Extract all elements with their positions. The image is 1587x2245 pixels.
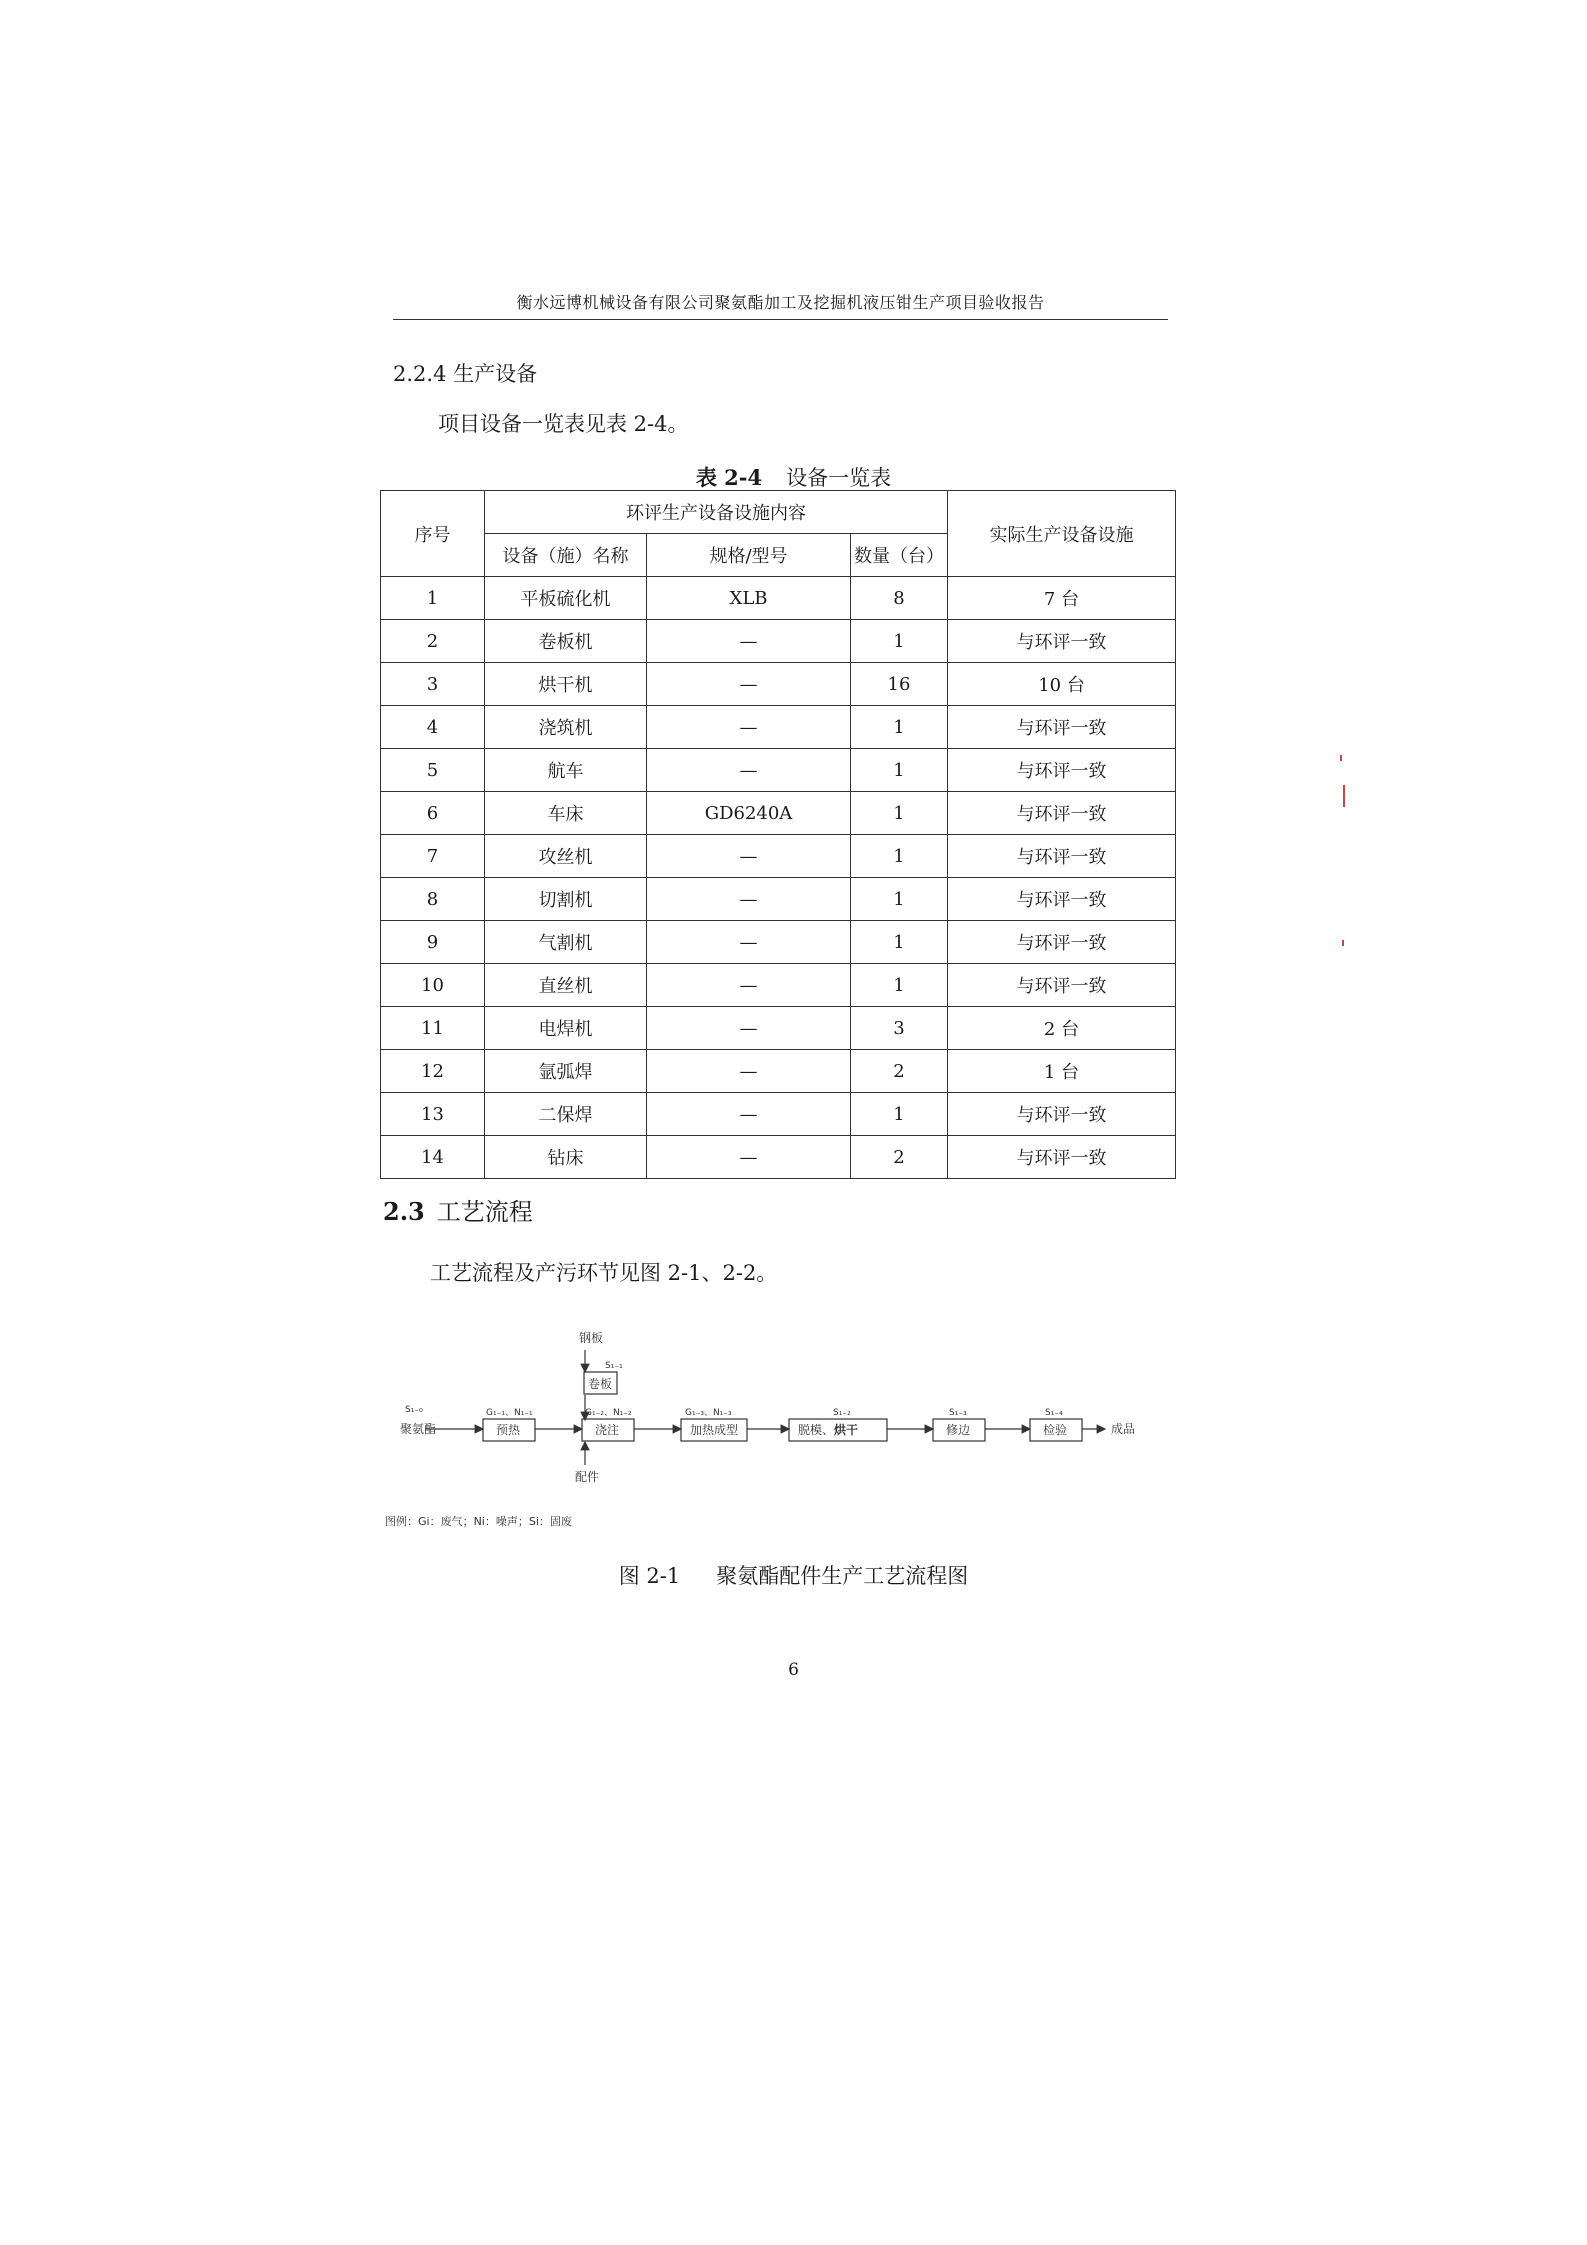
flow-g-preheat: G₁₋₁、N₁₋₁ [486, 1408, 533, 1418]
cell-qty: 3 [851, 1007, 948, 1050]
flow-legend: 图例：Gi：废气；Ni：噪声；Si：固废 [385, 1515, 572, 1528]
header-actual: 实际生产设备设施 [948, 491, 1176, 577]
cell-name: 切割机 [485, 878, 647, 921]
section-number: 2.3 [383, 1197, 425, 1226]
cell-actual: 与环评一致 [948, 1136, 1176, 1179]
cell-name: 卷板机 [485, 620, 647, 663]
figure-title: 聚氨酯配件生产工艺流程图 [716, 1564, 969, 1588]
flow-s-input: S₁₋₀ [405, 1405, 423, 1415]
cell-name: 攻丝机 [485, 835, 647, 878]
cell-actual: 与环评一致 [948, 921, 1176, 964]
cell-name: 直丝机 [485, 964, 647, 1007]
cell-actual: 10 台 [948, 663, 1176, 706]
cell-qty: 1 [851, 1093, 948, 1136]
flow-heat-label: 加热成型 [690, 1423, 739, 1437]
flow-inspect-label: 检验 [1043, 1423, 1068, 1437]
cell-seq: 1 [381, 577, 485, 620]
cell-spec: — [647, 663, 851, 706]
cell-spec: — [647, 921, 851, 964]
table-row [381, 1007, 1176, 1050]
table-caption-title: 设备一览表 [786, 466, 892, 490]
cell-seq: 13 [381, 1093, 485, 1136]
process-intro-paragraph: 工艺流程及产污环节见图 2-1、2-2。 [430, 1261, 778, 1285]
cell-spec: — [647, 706, 851, 749]
table-row [381, 1050, 1176, 1093]
figure-number: 图 2-1 [618, 1564, 681, 1588]
cell-qty: 1 [851, 620, 948, 663]
cell-spec: — [647, 1050, 851, 1093]
header-spec: 规格/型号 [647, 534, 851, 577]
cell-actual: 与环评一致 [948, 835, 1176, 878]
cell-seq: 7 [381, 835, 485, 878]
cell-spec: — [647, 835, 851, 878]
cell-name: 氩弧焊 [485, 1050, 647, 1093]
section-title: 工艺流程 [436, 1198, 533, 1226]
scan-mark [1343, 785, 1345, 807]
cell-qty: 1 [851, 749, 948, 792]
cell-actual: 7 台 [948, 577, 1176, 620]
cell-seq: 14 [381, 1136, 485, 1179]
cell-actual: 与环评一致 [948, 706, 1176, 749]
cell-name: 烘干机 [485, 663, 647, 706]
scan-mark [1342, 940, 1344, 946]
cell-seq: 9 [381, 921, 485, 964]
cell-actual: 与环评一致 [948, 749, 1176, 792]
table-caption [0, 462, 1587, 492]
cell-qty: 1 [851, 964, 948, 1007]
table-row [381, 792, 1176, 835]
cell-actual: 2 台 [948, 1007, 1176, 1050]
page-header: 衡水远博机械设备有限公司聚氨酯加工及挖掘机液压钳生产项目验收报告 [393, 290, 1168, 320]
flow-s-inspect: S₁₋₄ [1045, 1408, 1063, 1418]
flow-parts-label: 配件 [575, 1470, 600, 1484]
figure-caption [0, 1560, 1587, 1590]
cell-spec: — [647, 1093, 851, 1136]
cell-actual: 1 台 [948, 1050, 1176, 1093]
flow-s-trim: S₁₋₃ [949, 1408, 967, 1418]
cell-qty: 1 [851, 835, 948, 878]
table-row [381, 706, 1176, 749]
cell-spec: GD6240A [647, 792, 851, 835]
table-row [381, 749, 1176, 792]
equipment-table [380, 490, 1176, 1179]
flow-s-roll: S₁₋₁ [605, 1361, 623, 1371]
cell-seq: 3 [381, 663, 485, 706]
section-heading-2-2-4: 2.2.4 生产设备 [393, 362, 538, 386]
cell-spec: — [647, 1007, 851, 1050]
cell-spec: — [647, 1136, 851, 1179]
cell-spec: — [647, 749, 851, 792]
cell-seq: 8 [381, 878, 485, 921]
header-name: 设备（施）名称 [485, 534, 647, 577]
flow-g-pour: G₁₋₂、N₁₋₂ [585, 1408, 632, 1418]
cell-name: 气割机 [485, 921, 647, 964]
intro-paragraph: 项目设备一览表见表 2-4。 [438, 412, 689, 436]
flow-roll-label: 卷板 [588, 1377, 613, 1391]
header-seq: 序号 [381, 491, 485, 577]
cell-actual: 与环评一致 [948, 878, 1176, 921]
table-row [381, 878, 1176, 921]
cell-name: 平板硫化机 [485, 577, 647, 620]
cell-qty: 2 [851, 1050, 948, 1093]
cell-actual: 与环评一致 [948, 620, 1176, 663]
page-number: 6 [788, 1660, 799, 1680]
cell-spec: — [647, 964, 851, 1007]
header-qty: 数量（台） [851, 534, 948, 577]
table-row [381, 577, 1176, 620]
cell-qty: 1 [851, 921, 948, 964]
cell-seq: 11 [381, 1007, 485, 1050]
flow-steel-plate: 钢板 [579, 1331, 604, 1345]
table-row [381, 620, 1176, 663]
cell-name: 钻床 [485, 1136, 647, 1179]
cell-spec: — [647, 620, 851, 663]
cell-seq: 5 [381, 749, 485, 792]
cell-seq: 10 [381, 964, 485, 1007]
flow-s-demold: S₁₋₂ [833, 1408, 851, 1418]
section-heading-2-3 [383, 1192, 533, 1227]
cell-actual: 与环评一致 [948, 792, 1176, 835]
cell-actual: 与环评一致 [948, 1093, 1176, 1136]
cell-spec: XLB [647, 577, 851, 620]
cell-qty: 1 [851, 878, 948, 921]
table-caption-number: 表 2-4 [695, 465, 763, 490]
table-row [381, 921, 1176, 964]
cell-seq: 6 [381, 792, 485, 835]
table-row [381, 835, 1176, 878]
cell-seq: 12 [381, 1050, 485, 1093]
flow-trim-label: 修边 [946, 1423, 971, 1437]
cell-qty: 16 [851, 663, 948, 706]
flow-demold-b: 烘干 [834, 1423, 859, 1437]
table-row [381, 1136, 1176, 1179]
cell-qty: 8 [851, 577, 948, 620]
flow-demold-label [798, 1422, 858, 1437]
cell-name: 浇筑机 [485, 706, 647, 749]
cell-name: 二保焊 [485, 1093, 647, 1136]
cell-qty: 2 [851, 1136, 948, 1179]
header-group-eia: 环评生产设备设施内容 [485, 491, 948, 534]
cell-qty: 1 [851, 792, 948, 835]
cell-name: 车床 [485, 792, 647, 835]
scan-mark [1340, 755, 1342, 761]
cell-spec: — [647, 878, 851, 921]
table-row [381, 964, 1176, 1007]
cell-qty: 1 [851, 706, 948, 749]
cell-name: 航车 [485, 749, 647, 792]
flow-g-heat: G₁₋₃、N₁₋₃ [685, 1408, 732, 1418]
cell-seq: 4 [381, 706, 485, 749]
cell-actual: 与环评一致 [948, 964, 1176, 1007]
flow-preheat-label: 预热 [496, 1423, 521, 1437]
table-row [381, 1093, 1176, 1136]
process-flow-diagram [385, 1315, 1175, 1535]
flow-input-label: 聚氨酯 [400, 1422, 437, 1436]
cell-name: 电焊机 [485, 1007, 647, 1050]
flow-pour-label: 浇注 [595, 1423, 620, 1437]
cell-seq: 2 [381, 620, 485, 663]
flow-output-label: 成品 [1111, 1422, 1136, 1436]
table-row [381, 663, 1176, 706]
flow-demold-a: 脱模、 [798, 1423, 835, 1437]
